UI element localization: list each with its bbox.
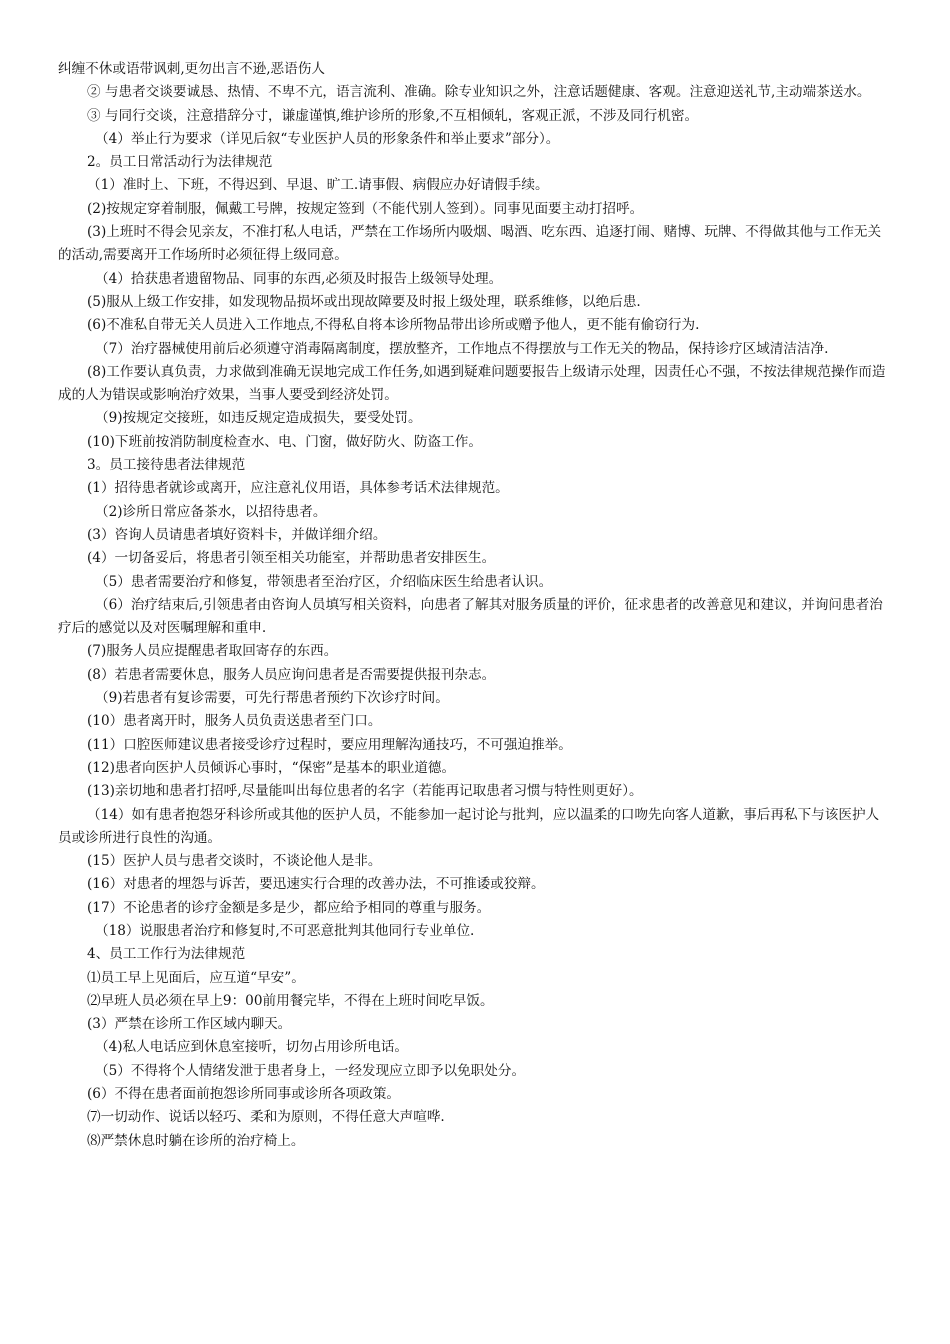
paragraph: （14）如有患者抱怨牙科诊所或其他的医护人员，不能参加一起讨论与批判，应以温柔的口吻先向客人道歉，事后再私下与该医护人员或诊所进行良性的沟通。 [58,806,880,846]
paragraph: (7)服务人员应提醒患者取回寄存的东西。 [87,643,338,660]
paragraph: ⑴员工早上见面后，应互道“早安”。 [87,969,305,986]
paragraph: ③ 与同行交谈，注意措辞分寸，谦虚谨慎,维护诊所的形象,不互相倾轧，客观正派，不涉及同行机密。 [87,107,699,124]
paragraph: (6）不得在患者面前抱怨诊所同事或诊所各项政策。 [87,1086,401,1103]
paragraph: (3）咨询人员请患者填好资料卡，并做详细介绍。 [87,526,387,543]
paragraph: （18）说服患者治疗和修复时,不可恶意批判其他同行专业单位. [95,922,475,939]
paragraph: ⑻严禁休息时躺在诊所的治疗椅上。 [87,1132,305,1149]
paragraph: (15）医护人员与患者交谈时，不谈论他人是非。 [87,853,382,870]
paragraph: (8)工作要认真负责，力求做到准确无误地完成工作任务,如遇到疑难问题要报告上级请示处理，因责任心不强，不按法律规范操作而造成的人为错误或影响治疗效果，当事人要受到经济处罚。 [58,363,886,404]
paragraph: 4、员工工作行为法律规范 [87,946,246,963]
paragraph: ⑺一切动作、说话以轻巧、柔和为原则，不得任意大声喧哗. [87,1109,445,1126]
paragraph: （6）治疗结束后,引领患者由咨询人员填写相关资料，向患者了解其对服务质量的评价，征求患者的改善意见和建议，并询问患者治疗后的感觉以及对医嘱理解和重申. [58,596,883,637]
paragraph: (1）招待患者就诊或离开，应注意礼仪用语，具体参考话术法律规范。 [87,480,509,497]
paragraph: (4）一切备妥后，将患者引领至相关功能室，并帮助患者安排医生。 [87,550,496,567]
paragraph: （4）举止行为要求（详见后叙“专业医护人员的形象条件和举止要求”部分）。 [95,130,560,147]
document-page [58,58,892,1153]
paragraph: （4）拾获患者遗留物品、同事的东西,必须及时报告上级领导处理。 [95,270,503,287]
paragraph: (2)按规定穿着制服，佩戴工号牌，按规定签到（不能代别人签到）。同事见面要主动打招呼。 [87,200,644,217]
paragraph: （2)诊所日常应备茶水，以招待患者。 [95,503,327,520]
paragraph: (6)不准私自带无关人员进入工作地点,不得私自将本诊所物品带出诊所或赠予他人，更不能有偷窃行为. [87,317,700,334]
paragraph: (8）若患者需要休息，服务人员应询问患者是否需要提供报刊杂志。 [87,666,496,683]
paragraph: (10）患者离开时，服务人员负责送患者至门口。 [87,713,382,730]
paragraph: （5）不得将个人情绪发泄于患者身上，一经发现应立即予以免职处分。 [95,1062,526,1079]
paragraph: (3)上班时不得会见亲友，不准打私人电话，严禁在工作场所内吸烟、喝酒、吃东西、追逐打闹、赌博、玩牌、不得做其他与工作无关的活动,需要离开工作场所时必须征得上级同意。 [58,224,882,264]
paragraph: (10)下班前按消防制度检查水、电、门窗，做好防火、防盗工作。 [87,433,482,450]
paragraph: (17）不论患者的诊疗金额是多是少，都应给予相同的尊重与服务。 [87,899,491,916]
paragraph: (5)服从上级工作安排，如发现物品损坏或出现故障要及时报上级处理，联系维修，以绝后患. [87,293,641,310]
paragraph: (3）严禁在诊所工作区域内聊天。 [87,1016,292,1033]
paragraph: 纠缠不休或语带讽刺,更勿出言不逊,恶语伤人 [58,61,325,77]
paragraph: (13)亲切地和患者打招呼,尽量能叫出每位患者的名字（若能再记取患者习惯与特性则更好）。 [87,783,643,800]
paragraph: (12)患者向医护人员倾诉心事时，“保密”是基本的职业道德。 [87,759,456,776]
paragraph: （5）患者需要治疗和修复，带领患者至治疗区，介绍临床医生给患者认识。 [95,573,553,590]
paragraph: 2。员工日常活动行为法律规范 [87,154,273,171]
paragraph: （7）治疗器械使用前后必须遵守消毒隔离制度，摆放整齐，工作地点不得摆放与工作无关的物品，保持诊疗区域清洁洁净. [95,340,829,357]
paragraph: （4)私人电话应到休息室接听，切勿占用诊所电话。 [95,1039,409,1056]
paragraph: 3。员工接待患者法律规范 [87,457,246,474]
paragraph: （1）准时上、下班，不得迟到、早退、旷工.请事假、病假应办好请假手续。 [87,177,549,194]
paragraph: ⑵早班人员必须在早上9：00前用餐完毕，不得在上班时间吃早饭。 [87,992,494,1009]
paragraph: ② 与患者交谈要诚恳、热情、不卑不亢，语言流利、准确。除专业知识之外，注意话题健康、客观。注意迎送礼节,主动端茶送水。 [87,84,871,101]
paragraph: （9)按规定交接班，如违反规定造成损失，要受处罚。 [95,410,422,427]
paragraph: (16）对患者的埋怨与诉苦，要迅速实行合理的改善办法，不可推诿或狡辩。 [87,876,545,893]
paragraph: （9)若患者有复诊需要，可先行帮患者预约下次诊疗时间。 [95,690,449,707]
paragraph: (11）口腔医师建议患者接受诊疗过程时，要应用理解沟通技巧，不可强迫推举。 [87,736,572,753]
